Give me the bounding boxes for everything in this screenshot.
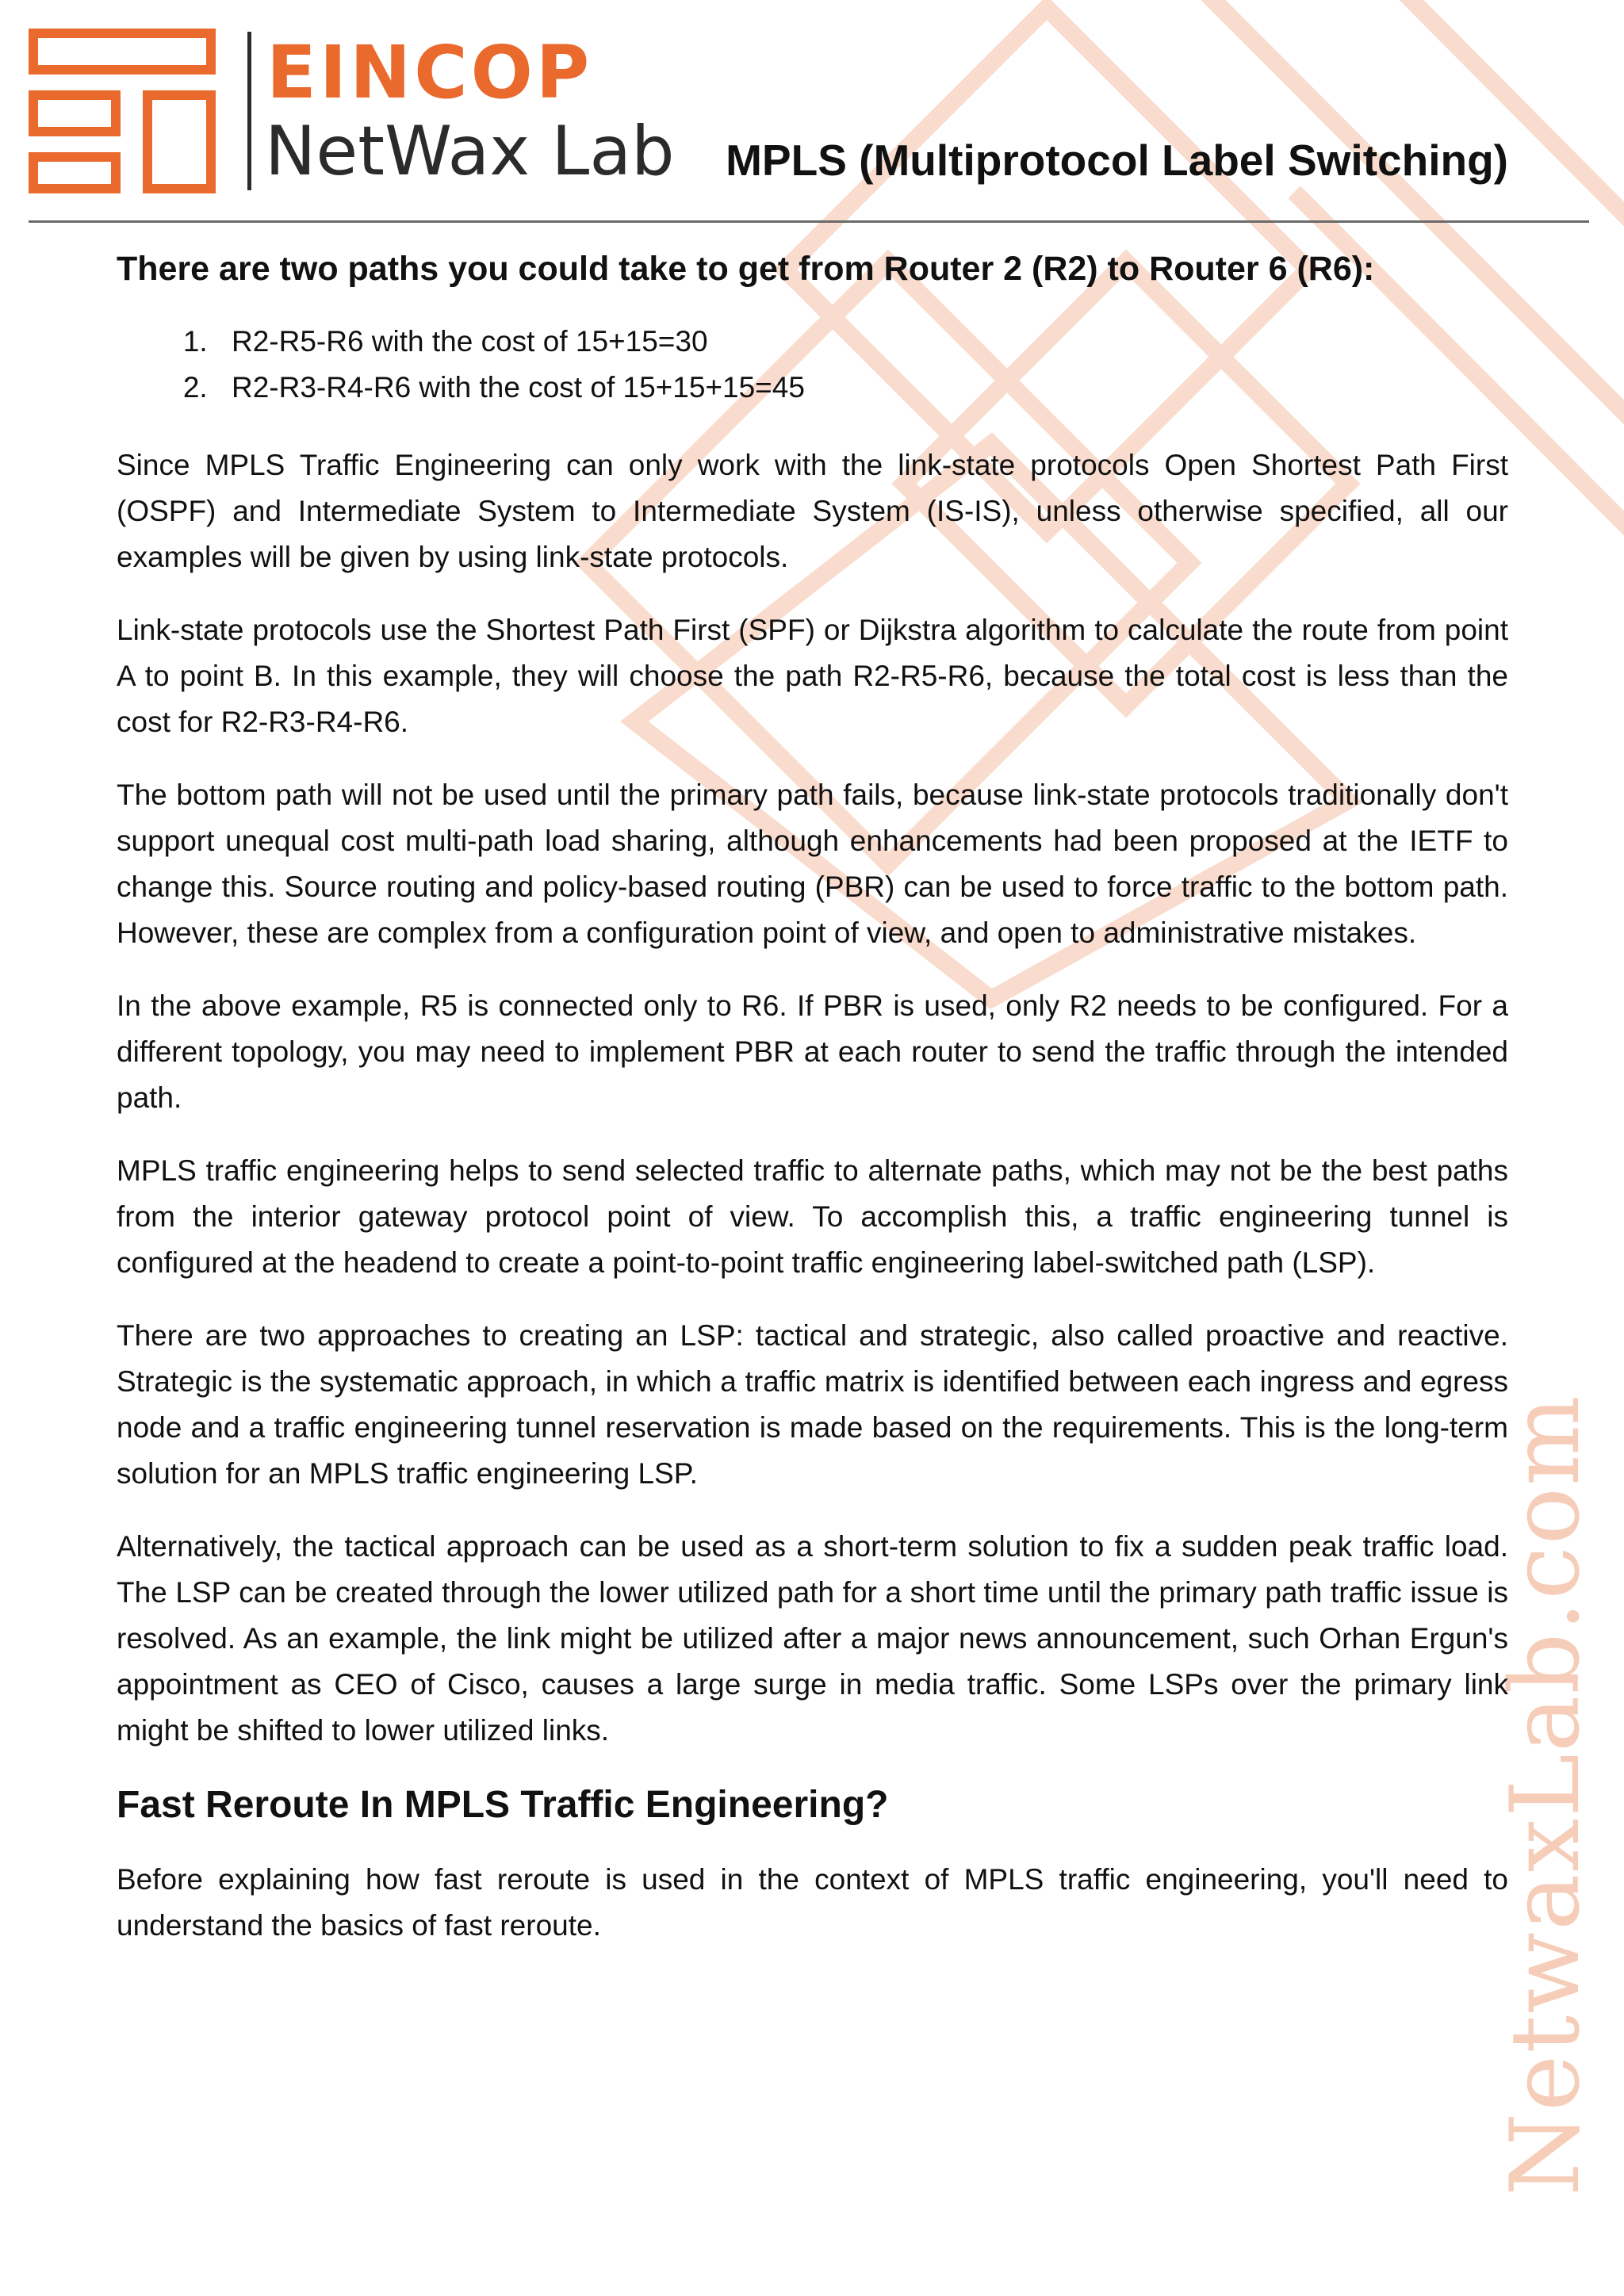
- paragraph-spf: Link-state protocols use the Shortest Path First (SPF) or Dijkstra algorithm to calculate the route from point A to point B. In this example, they will choose the path R2-R5-R6, because the total cost is less than the cost for R2-R3-R4-R6.: [117, 614, 1508, 739]
- paths-list: [117, 319, 1508, 411]
- logo-divider: [247, 32, 251, 190]
- page-content: [117, 246, 1508, 1976]
- list-item: 1. R2-R5-R6 with the cost of 15+15=30: [216, 319, 1508, 365]
- paragraph-fast-reroute: Before explaining how fast reroute is used in the context of MPLS traffic engineering, you'll need to understand the basics of fast reroute.: [117, 1863, 1508, 1942]
- paragraph-lsp-approaches: There are two approaches to creating an LSP: tactical and strategic, also called proactive and reactive. Strategic is the systematic approach, in which a traffic matrix is identified between each ingress and egress node and a traffic engineering tunnel reservation is made based on the requirements. This is the long-term solution for an MPLS traffic engineering LSP.: [117, 1319, 1508, 1490]
- document-title: MPLS (Multiprotocol Label Switching): [726, 136, 1508, 185]
- paragraph-bottom-path: The bottom path will not be used until the primary path fails, because link-state protocols traditionally don't support unequal cost multi-path load sharing, although enhancements had been proposed at the IETF to change this. Source routing and policy-based routing (PBR) can be used to force traffic to the bottom path. However, these are complex from a configuration point of view, and open to administrative mistakes.: [117, 779, 1508, 950]
- watermark-text: NetwaxLab.com: [1491, 1394, 1601, 2196]
- section-heading: Fast Reroute In MPLS Traffic Engineering?: [117, 1784, 889, 1827]
- logo-mark-icon: [29, 29, 243, 199]
- logo-brand-sub: NetWax Lab: [265, 112, 675, 191]
- header-divider: [29, 220, 1589, 223]
- logo-brand-name: EINCOP: [266, 30, 593, 115]
- paragraph-te-tunnel: MPLS traffic engineering helps to send selected traffic to alternate paths, which may not be the best paths from the interior gateway protocol point of view. To accomplish this, a traffic engineering tunnel is configured at the headend to create a point-to-point traffic engineering label-switched path (LSP).: [117, 1154, 1508, 1280]
- paragraph-pbr-example: In the above example, R5 is connected only to R6. If PBR is used, only R2 needs to be configured. For a different topology, you may need to implement PBR at each router to send the traffic through the intended path.: [117, 989, 1508, 1115]
- intro-heading: There are two paths you could take to get from Router 2 (R2) to Router 6 (R6):: [117, 250, 1375, 288]
- logo: [29, 29, 679, 199]
- list-item: 2. R2-R3-R4-R6 with the cost of 15+15+15=45: [216, 365, 1508, 411]
- paragraph-tactical-approach: Alternatively, the tactical approach can be used as a short-term solution to fix a sudden peak traffic load. The LSP can be created through the lower utilized path for a short time until the primary path traffic issue is resolved. As an example, the link might be utilized after a major news announcement, such Orhan Ergun's appointment as CEO of Cisco, causes a large surge in media traffic. Some LSPs over the primary link might be shifted to lower utilized links.: [117, 1530, 1508, 1747]
- paragraph-link-state-requirement: Since MPLS Traffic Engineering can only work with the link-state protocols Open Shortest Path First (OSPF) and Intermediate System to Intermediate System (IS-IS), unless otherwise specified, all our examples will be given by using link-state protocols.: [117, 449, 1508, 574]
